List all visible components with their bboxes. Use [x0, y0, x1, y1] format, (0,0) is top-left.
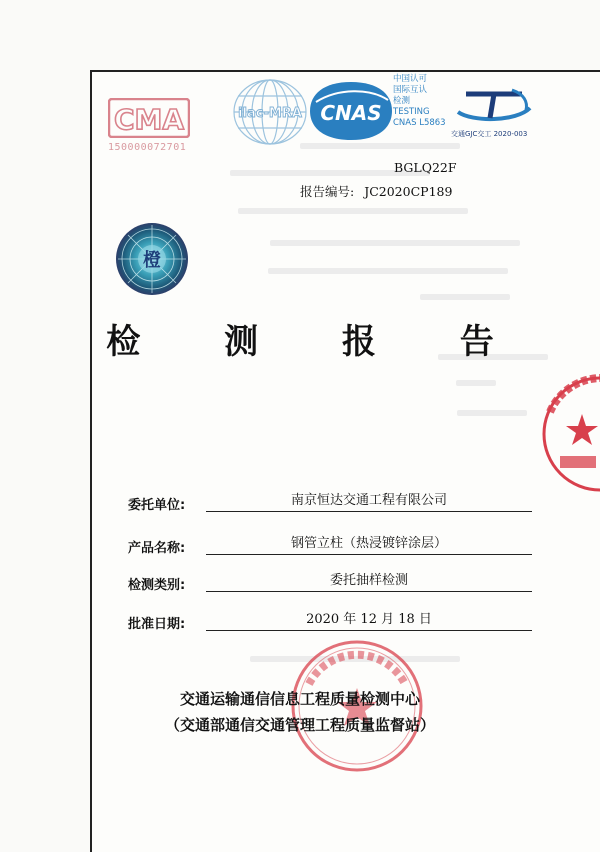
- field-value-product: 钢管立柱（热浸镀锌涂层）: [290, 536, 447, 551]
- field-label-approval-date: 批准日期:: [128, 617, 186, 632]
- cnas-accreditation-text: 中国认可 国际互认 检测 TESTING CNAS L5863: [393, 74, 446, 128]
- field-underline: [206, 554, 532, 555]
- svg-text:CNAS: CNAS: [320, 101, 382, 125]
- field-value-approval-date: 2020 年 12 月 18 日: [306, 612, 432, 627]
- svg-text:ilac-MRA: ilac-MRA: [238, 106, 302, 121]
- edge-seal: [538, 372, 600, 496]
- issuer-name: 交通运输通信信息工程质量检测中心: [179, 690, 420, 708]
- field-label-test-type: 检测类别:: [128, 578, 186, 593]
- field-underline: [206, 511, 532, 512]
- report-number-label: 报告编号:: [300, 184, 355, 199]
- transport-quality-mark: [452, 84, 536, 128]
- anti-counterfeit-hologram: [114, 221, 190, 297]
- field-label-product: 产品名称:: [128, 541, 186, 556]
- transport-mark-text: 交通GJC交工 2020-003: [451, 130, 528, 138]
- field-underline: [206, 591, 532, 592]
- field-value-client: 南京恒达交通工程有限公司: [290, 493, 447, 508]
- report-number: JC2020CP189: [364, 184, 453, 199]
- cma-cert-number: 150000072701: [108, 142, 187, 153]
- field-label-client: 委托单位:: [128, 498, 186, 513]
- report-title: 检 测 报 告: [106, 322, 530, 362]
- report-number-line: [300, 182, 452, 200]
- ilac-mra-logo: [230, 76, 310, 148]
- field-underline: [206, 630, 532, 631]
- svg-text:CMA: CMA: [113, 103, 185, 136]
- issuer-subtitle: （交通部通信交通管理工程质量监督站）: [164, 716, 435, 734]
- field-value-test-type: 委托抽样检测: [329, 573, 408, 588]
- svg-text:橙: 橙: [143, 250, 161, 271]
- report-form-code: BGLQ22F: [394, 160, 457, 175]
- cnas-logo: [308, 80, 394, 142]
- cma-logo: [108, 98, 190, 138]
